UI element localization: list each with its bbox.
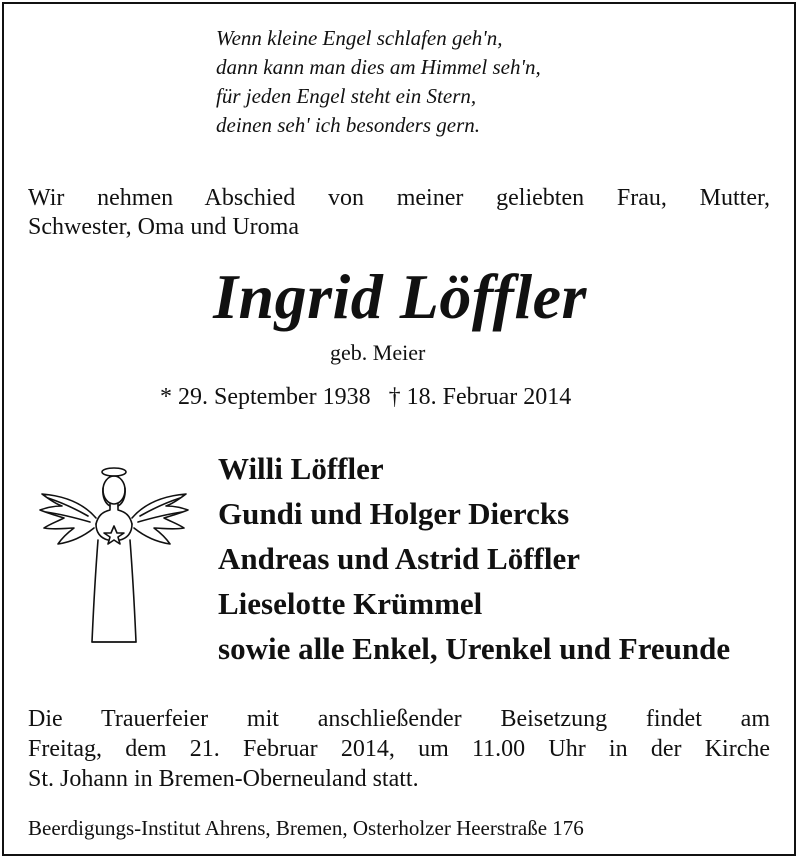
deceased-name: Ingrid Löffler bbox=[213, 261, 587, 332]
mourner-entry: Lieselotte Krümmel bbox=[218, 586, 483, 621]
poem-line: Wenn kleine Engel schlafen geh'n, bbox=[216, 26, 503, 50]
intro-line: Schwester, Oma und Uroma bbox=[28, 214, 299, 240]
mourner-entry: Andreas und Astrid Löffler bbox=[218, 541, 580, 576]
mourner-entry: sowie alle Enkel, Urenkel und Freunde bbox=[218, 631, 731, 666]
funeral-service-info bbox=[28, 704, 770, 794]
undertaker-info: Beerdigungs-Institut Ahrens, Bremen, Osterholzer Heerstraße 176 bbox=[28, 816, 584, 840]
mourner-entry: Willi Löffler bbox=[218, 451, 384, 486]
poem bbox=[216, 24, 541, 140]
farewell-intro bbox=[28, 184, 770, 242]
service-line: St. Johann in Bremen-Oberneuland statt. bbox=[28, 766, 419, 792]
poem-line: deinen seh' ich besonders gern. bbox=[216, 113, 481, 137]
intro-line: Wir nehmen Abschied von meiner geliebten Frau, Mutter, bbox=[28, 185, 770, 211]
life-dates bbox=[160, 383, 571, 411]
poem-line: für jeden Engel steht ein Stern, bbox=[216, 84, 477, 108]
birth-date: * 29. September 1938 bbox=[160, 384, 371, 410]
service-line: Die Trauerfeier mit anschließender Beisetzung findet am bbox=[28, 706, 770, 732]
poem-line: dann kann man dies am Himmel seh'n, bbox=[216, 55, 541, 79]
service-line: Freitag, dem 21. Februar 2014, um 11.00 Uhr in der Kirche bbox=[28, 736, 770, 762]
maiden-name: geb. Meier bbox=[330, 340, 426, 365]
angel-icon bbox=[36, 466, 192, 644]
death-date: † 18. Februar 2014 bbox=[388, 384, 572, 410]
mourner-entry: Gundi und Holger Diercks bbox=[218, 496, 570, 531]
mourners-list bbox=[218, 446, 730, 671]
